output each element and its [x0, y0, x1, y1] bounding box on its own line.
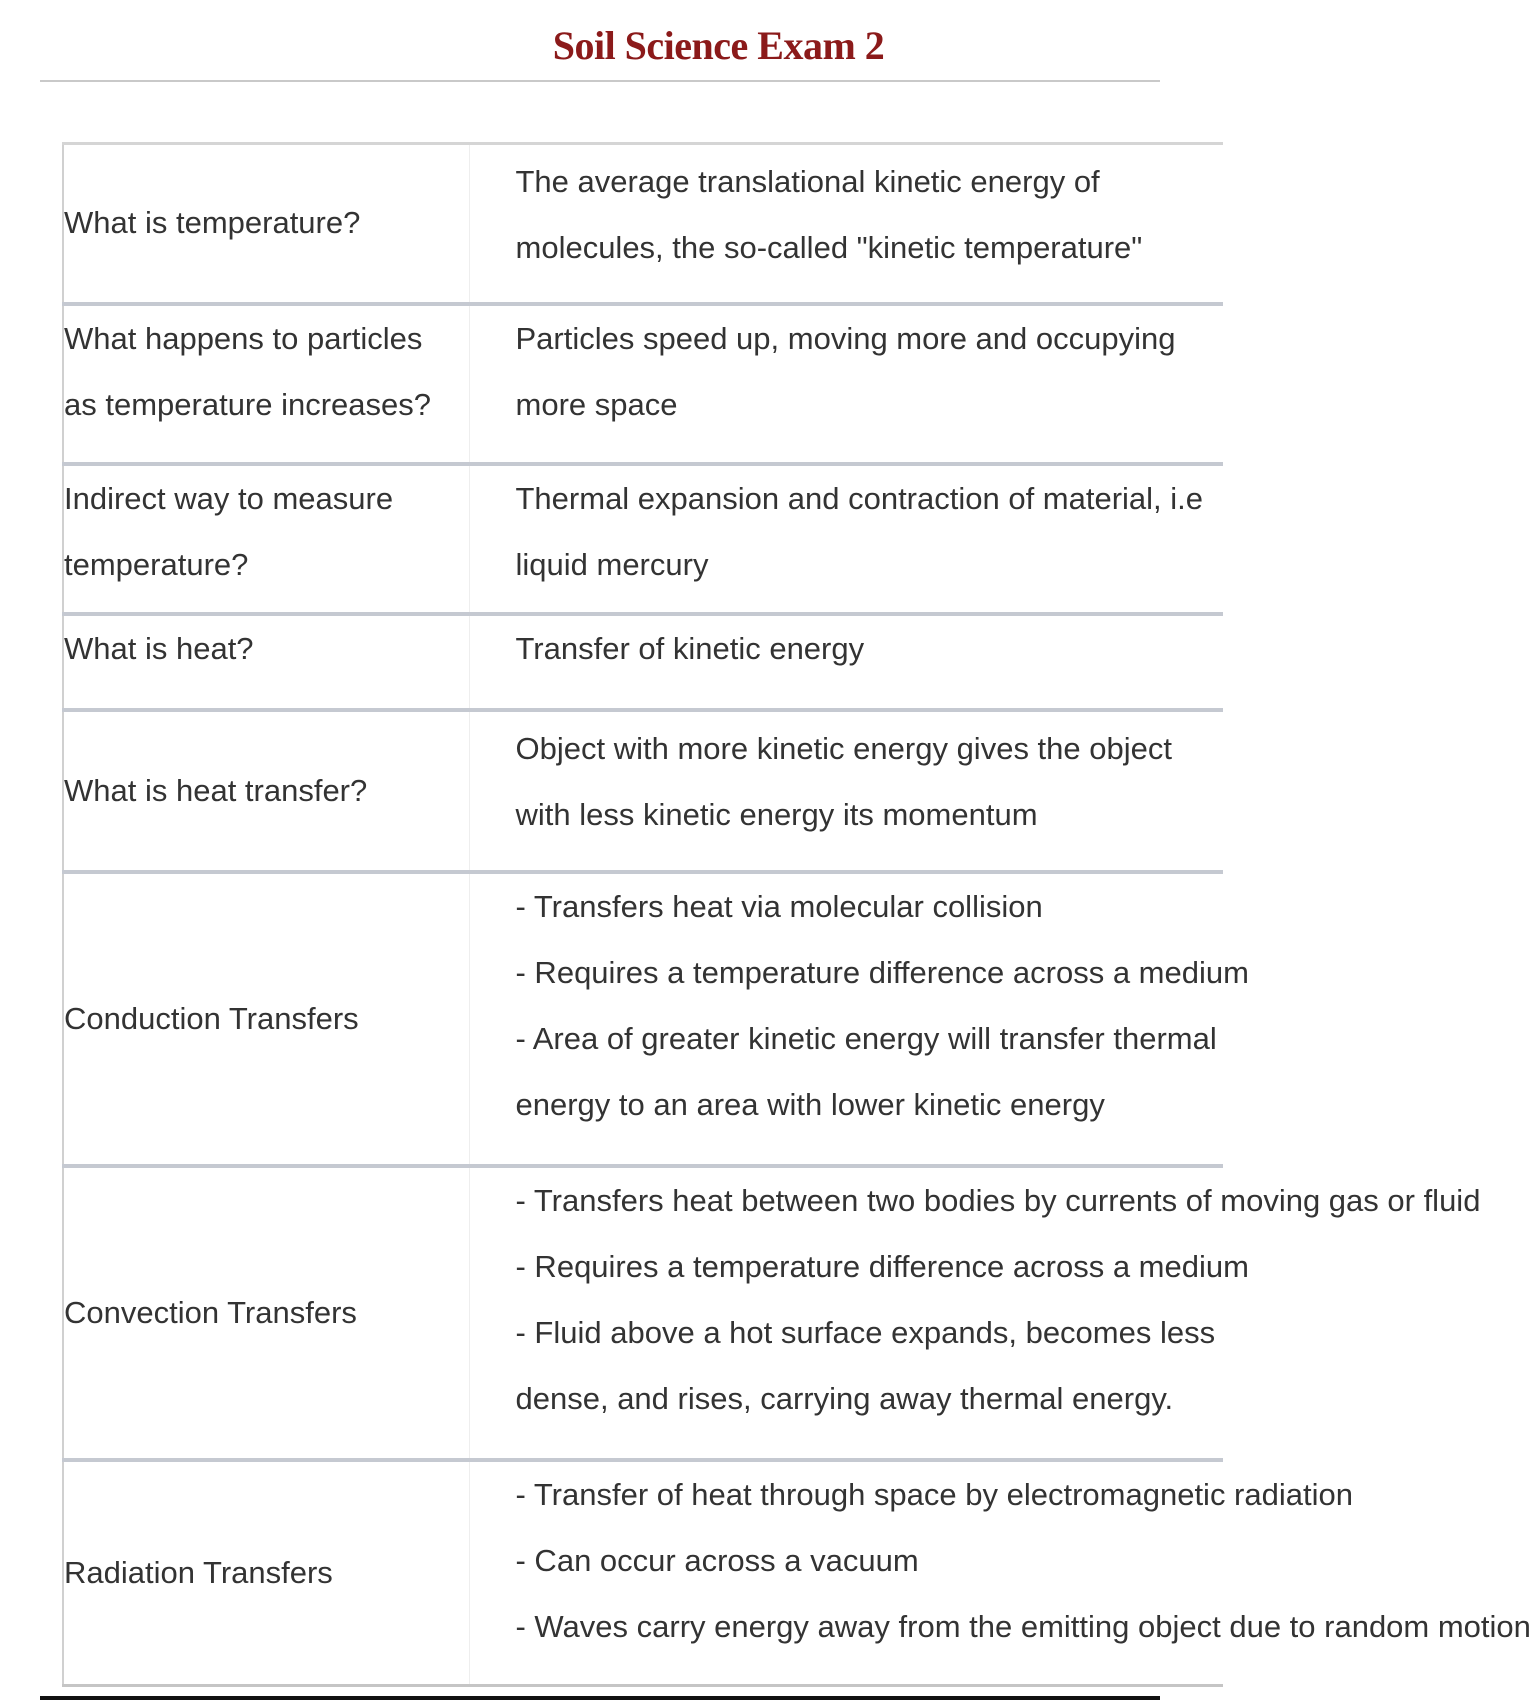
question-cell: What is temperature? [63, 144, 469, 304]
answer-line: - Requires a temperature difference across a medium [515, 954, 1249, 990]
answer-line: Transfer of kinetic energy [515, 630, 865, 666]
answer-line: - Area of greater kinetic energy will transfer thermal energy to an area with lower kinetic energy [515, 1020, 1217, 1122]
answer-cell [469, 614, 1223, 710]
question-cell: What is heat? [63, 614, 469, 710]
answer-line: - Waves carry energy away from the emitting object due to random motion [515, 1608, 1531, 1644]
answer-line: - Transfer of heat through space by electromagnetic radiation [515, 1476, 1353, 1512]
answer-line: - Transfers heat via molecular collision [515, 888, 1043, 924]
answer-cell [469, 304, 1223, 464]
flashcard-table-container [62, 142, 1531, 1687]
answer-line: - Can occur across a vacuum [515, 1542, 919, 1578]
answer-cell [469, 872, 1249, 1166]
question-cell: What is heat transfer? [63, 710, 469, 872]
answer-line: - Requires a temperature difference across a medium [515, 1248, 1249, 1284]
answer-cell [469, 144, 1223, 304]
answer-line: The average translational kinetic energy of molecules, the so-called "kinetic temperature" [515, 164, 1143, 265]
answer-line: - Fluid above a hot surface expands, becomes less dense, and rises, carrying away thermal energy. [515, 1314, 1216, 1416]
question-cell: Conduction Transfers [63, 872, 469, 1166]
table-row [63, 872, 1223, 1166]
question-cell: Radiation Transfers [63, 1460, 469, 1686]
table-row [63, 710, 1223, 872]
question-cell: What happens to particles as temperature increases? [63, 304, 469, 464]
table-row [63, 1166, 1223, 1460]
flashcard-table [62, 142, 1531, 1687]
table-row [63, 304, 1223, 464]
question-cell: Convection Transfers [63, 1166, 469, 1460]
table-row [63, 1460, 1223, 1686]
answer-line: - Transfers heat between two bodies by currents of moving gas or fluid [515, 1182, 1481, 1218]
table-row [63, 144, 1223, 304]
answer-cell [469, 464, 1223, 614]
page-bottom-divider [40, 1696, 1160, 1700]
page-title: Soil Science Exam 2 [552, 23, 885, 68]
table-row [63, 614, 1223, 710]
answer-cell [469, 710, 1223, 872]
answer-cell [469, 1166, 1481, 1460]
answer-line: Object with more kinetic energy gives the object with less kinetic energy its momentum [515, 730, 1172, 832]
table-row [63, 464, 1223, 614]
question-cell: Indirect way to measure temperature? [63, 464, 469, 614]
title-divider [40, 80, 1160, 82]
answer-line: Thermal expansion and contraction of material, i.e liquid mercury [515, 480, 1204, 582]
answer-line: Particles speed up, moving more and occupying more space [515, 320, 1176, 422]
answer-cell [469, 1460, 1531, 1686]
